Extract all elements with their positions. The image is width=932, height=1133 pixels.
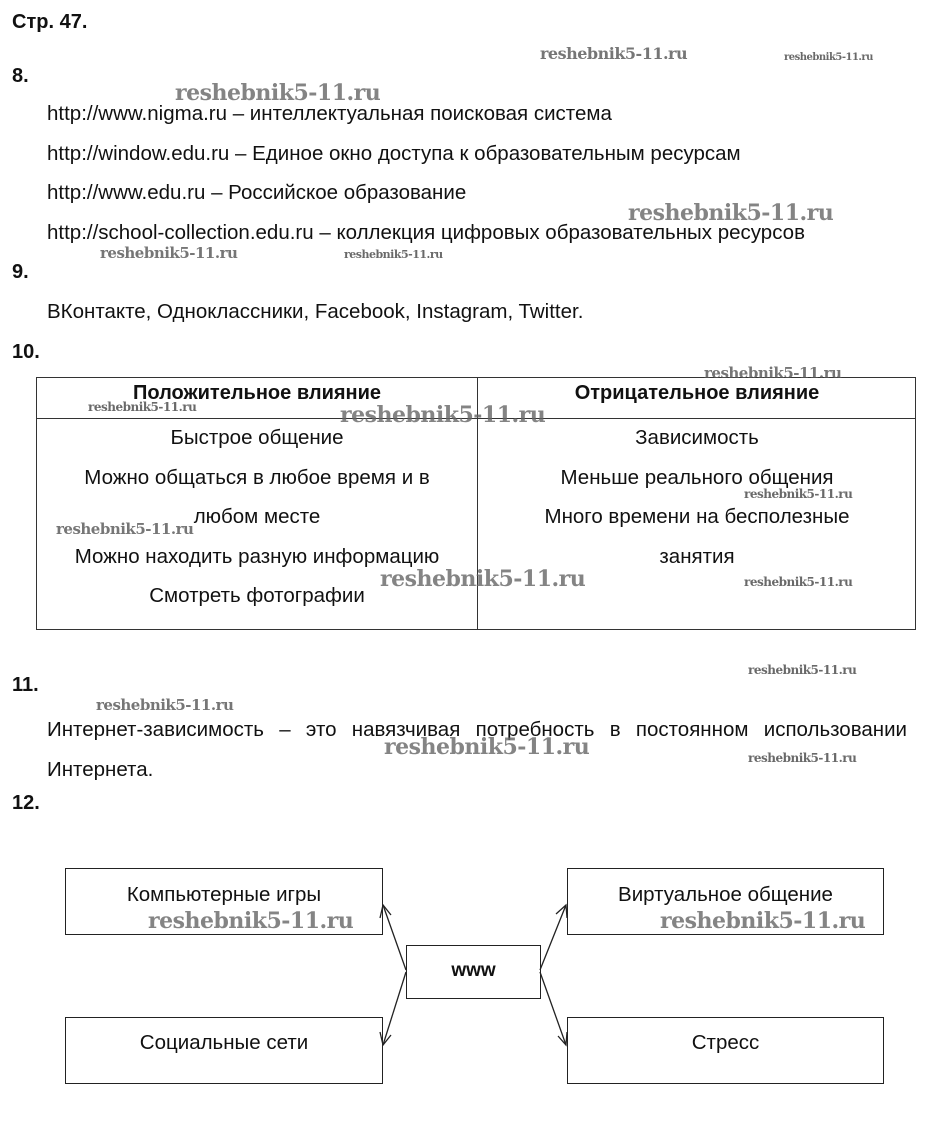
arrow-top-left <box>383 905 406 970</box>
watermark: reshebnik5-11.ru <box>744 575 853 589</box>
watermark: reshebnik5-11.ru <box>96 696 234 714</box>
task-12-number: 12. <box>12 792 40 814</box>
box-www <box>406 945 541 999</box>
positive-header: Положительное влияние <box>132 382 382 404</box>
watermark: reshebnik5-11.ru <box>628 200 834 226</box>
watermark: reshebnik5-11.ru <box>340 402 546 428</box>
watermark: reshebnik5-11.ru <box>100 244 238 262</box>
watermark: reshebnik5-11.ru <box>88 400 197 414</box>
arrow-bottom-left <box>383 972 406 1045</box>
task-9-number: 9. <box>12 261 29 283</box>
table-cell: Меньше реального общения <box>560 465 834 489</box>
watermark: reshebnik5-11.ru <box>384 734 590 760</box>
table-cell: Зависимость <box>635 426 759 449</box>
watermark: reshebnik5-11.ru <box>748 751 857 765</box>
watermark: reshebnik5-11.ru <box>744 487 853 501</box>
box-label: Стресс <box>691 1031 760 1054</box>
task-9-text: ВКонтакте, Одноклассники, Facebook, Instagram, Twitter. <box>47 300 584 323</box>
table-cell: любом месте <box>193 505 321 528</box>
page-title: Стр. 47. <box>12 11 88 33</box>
task-11-text: Интернет-зависимость – это навязчивая потребность в постоянном использовании Интернета. <box>47 718 907 781</box>
task-8-line: http://www.edu.ru – Российское образование <box>47 181 467 204</box>
watermark: reshebnik5-11.ru <box>56 520 194 538</box>
watermark: reshebnik5-11.ru <box>344 248 443 261</box>
task-8-number: 8. <box>12 65 29 87</box>
task-8-line: http://www.nigma.ru – интеллектуальная поисковая система <box>47 102 612 125</box>
table-cell: Можно находить разную информацию <box>74 544 440 568</box>
arrow-top-right <box>540 905 566 970</box>
task-8-line: http://school-collection.edu.ru – коллекция цифровых образовательных ресурсов <box>47 221 805 244</box>
watermark: reshebnik5-11.ru <box>540 44 688 63</box>
watermark: reshebnik5-11.ru <box>748 663 857 677</box>
watermark: reshebnik5-11.ru <box>660 908 866 934</box>
box-label: Виртуальное общение <box>618 883 833 906</box>
task-10-number: 10. <box>12 341 40 363</box>
table-cell: Смотреть фотографии <box>149 584 365 607</box>
table-cell: Можно общаться в любое время и в <box>84 465 430 489</box>
task-8-line: http://window.edu.ru – Единое окно доступа к образовательным ресурсам <box>47 142 741 165</box>
box-label: Социальные сети <box>139 1031 309 1054</box>
box-label: www <box>451 960 496 981</box>
arrow-bottom-right <box>540 972 566 1045</box>
table-cell: Быстрое общение <box>170 426 344 449</box>
task-11-number: 11. <box>12 674 39 696</box>
box-label: Компьютерные игры <box>126 883 322 906</box>
box-stress <box>567 1017 884 1084</box>
watermark: reshebnik5-11.ru <box>175 80 381 106</box>
table-cell: занятия <box>659 544 735 568</box>
watermark: reshebnik5-11.ru <box>784 52 873 63</box>
box-social-networks <box>65 1017 383 1084</box>
watermark: reshebnik5-11.ru <box>148 908 354 934</box>
watermark: reshebnik5-11.ru <box>380 566 586 592</box>
watermark: reshebnik5-11.ru <box>704 364 842 382</box>
negative-header: Отрицательное влияние <box>574 382 820 404</box>
table-cell: Много времени на бесполезные <box>544 505 850 528</box>
